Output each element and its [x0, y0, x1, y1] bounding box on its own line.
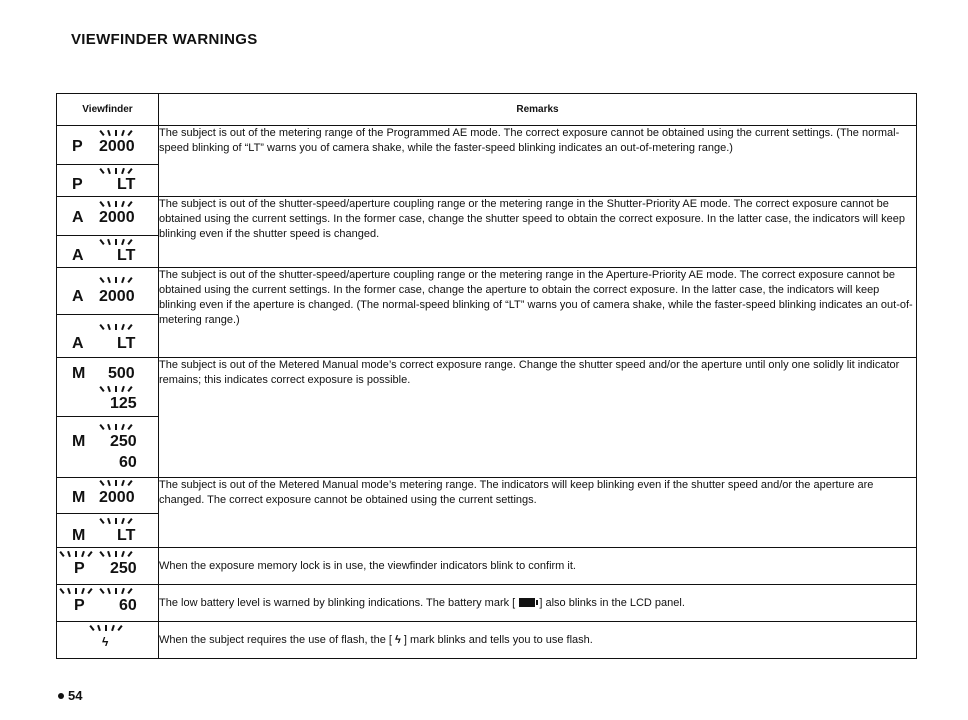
blink-marks-icon	[59, 587, 93, 594]
viewfinder-cell	[57, 268, 159, 315]
page-number: 54	[68, 688, 83, 703]
header-remarks: Remarks	[159, 94, 917, 126]
blink-marks-icon	[99, 200, 133, 207]
header-row	[57, 94, 917, 126]
mode-indicator: M	[72, 365, 86, 382]
remark-flash	[159, 622, 917, 659]
table-row	[57, 126, 917, 165]
remark-shutter-priority: The subject is out of the shutter-speed/aperture coupling range or the metering range in the Shutter-Priority AE mode. The correct exposure cannot be obtained using the current settings. In the former case, change the shutter speed to obtain the correct exposure. In the latter case, the indicators will keep blinking even if the shutter speed is changed.	[159, 197, 917, 268]
mode-indicator: P	[74, 597, 85, 614]
mode-indicator: P	[72, 176, 83, 193]
table-row	[57, 197, 917, 236]
shutter-indicator: 250	[110, 433, 137, 450]
mode-indicator: A	[72, 247, 84, 264]
viewfinder-cell	[57, 417, 159, 478]
viewfinder-cell	[57, 126, 159, 165]
shutter-indicator: 2000	[99, 288, 135, 305]
shutter-indicator: 2000	[99, 489, 135, 506]
remark-program-ae: The subject is out of the metering range of the Programmed AE mode. The correct exposure cannot be obtained using the current settings. (The normal-speed blinking of “LT” warns you of camera shake, while the faster-speed blinking indicates an out-of-metering range.)	[159, 126, 917, 197]
shutter-indicator: 2000	[99, 209, 135, 226]
blink-marks-icon	[99, 167, 133, 174]
table-row	[57, 622, 917, 659]
lt-indicator: LT	[117, 527, 136, 544]
blink-marks-icon	[99, 385, 133, 392]
flash-mark-icon: ϟ	[395, 633, 401, 646]
page-footer	[58, 688, 82, 703]
viewfinder-cell	[57, 514, 159, 548]
remark-memory-lock: When the exposure memory lock is in use, the viewfinder indicators blink to confirm it.	[159, 548, 917, 585]
blink-marks-icon	[99, 587, 133, 594]
mode-indicator: A	[72, 209, 84, 226]
viewfinder-cell	[57, 622, 159, 659]
blink-marks-icon	[89, 624, 123, 631]
table-row	[57, 268, 917, 315]
remark-metered-manual-range: The subject is out of the Metered Manual mode’s correct exposure range. Change the shutter speed and/or the aperture until only one solidly lit indicator remains; this indicates correct exposure is possible.	[159, 358, 917, 478]
remark-battery-text-before: The low battery level is warned by blinking indications. The battery mark [	[159, 596, 516, 609]
viewfinder-cell	[57, 585, 159, 622]
shutter-indicator: 250	[110, 560, 137, 577]
battery-icon	[519, 598, 535, 607]
viewfinder-cell	[57, 478, 159, 514]
header-viewfinder: Viewfinder	[57, 94, 159, 126]
shutter-indicator: 500	[108, 365, 135, 382]
bullet-icon	[58, 693, 64, 699]
page-title: VIEWFINDER WARNINGS	[71, 31, 258, 48]
mode-indicator: A	[72, 288, 84, 305]
lt-indicator: LT	[117, 247, 136, 264]
mode-indicator: A	[72, 335, 84, 352]
blink-marks-icon	[99, 276, 133, 283]
remark-metered-manual-metering: The subject is out of the Metered Manual mode’s metering range. The indicators will keep blinking even if the shutter speed and/or the aperture are changed. The correct exposure cannot be obtained using the current settings.	[159, 478, 917, 548]
viewfinder-cell	[57, 358, 159, 417]
blink-marks-icon	[59, 550, 93, 557]
viewfinder-cell	[57, 197, 159, 236]
blink-marks-icon	[99, 238, 133, 245]
mode-indicator: P	[74, 560, 85, 577]
viewfinder-cell	[57, 548, 159, 585]
viewfinder-cell	[57, 236, 159, 268]
blink-marks-icon	[99, 479, 133, 486]
mode-indicator: M	[72, 489, 86, 506]
lt-indicator: LT	[117, 335, 136, 352]
blink-marks-icon	[99, 323, 133, 330]
blink-marks-icon	[99, 550, 133, 557]
table-row	[57, 358, 917, 417]
flash-bolt-icon: ϟ	[102, 635, 109, 649]
table-row	[57, 478, 917, 514]
shutter-indicator: 125	[110, 395, 137, 412]
mode-indicator: M	[72, 527, 86, 544]
remark-aperture-priority: The subject is out of the shutter-speed/aperture coupling range or the metering range in the Aperture-Priority AE mode. The correct exposure cannot be obtained using the current settings. In the former case, change the aperture to obtain the correct exposure. In the latter case, the indicators will keep blinking even if the aperture is changed. (The normal-speed blinking of “LT” warns you of camera shake, while the faster-speed blinking indicates an out-of-metering range.)	[159, 268, 917, 358]
shutter-indicator: 60	[119, 597, 137, 614]
blink-marks-icon	[99, 517, 133, 524]
remark-flash-text-after: ] mark blinks and tells you to use flash.	[403, 633, 593, 646]
table-row	[57, 585, 917, 622]
shutter-indicator: 2000	[99, 138, 135, 155]
remark-flash-text-before: When the subject requires the use of flash, the [	[159, 633, 392, 646]
viewfinder-warnings-table	[56, 93, 917, 659]
table-row	[57, 548, 917, 585]
blink-marks-icon	[99, 423, 133, 430]
blink-marks-icon	[99, 129, 133, 136]
remark-battery-text-after: ] also blinks in the LCD panel.	[539, 596, 685, 609]
viewfinder-cell	[57, 315, 159, 358]
mode-indicator: P	[72, 138, 83, 155]
shutter-indicator: 60	[119, 454, 137, 471]
remark-low-battery	[159, 585, 917, 622]
viewfinder-cell	[57, 165, 159, 197]
mode-indicator: M	[72, 433, 86, 450]
lt-indicator: LT	[117, 176, 136, 193]
